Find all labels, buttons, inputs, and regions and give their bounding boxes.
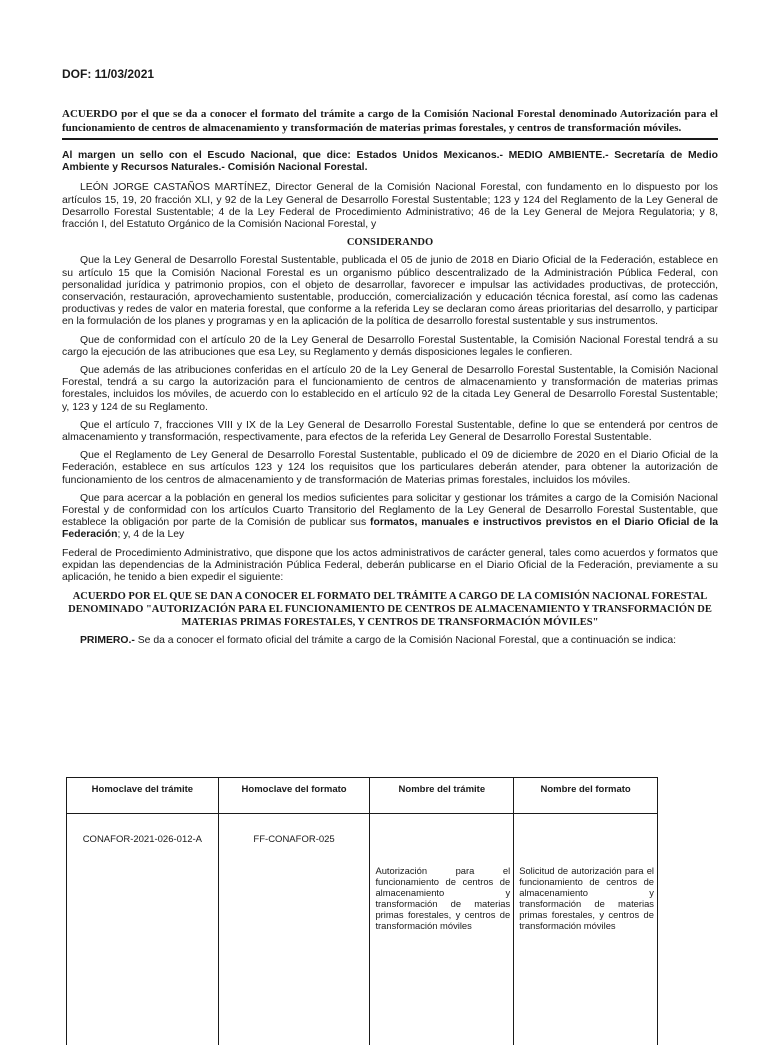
- medios-text-before: Que para acercar a la población en general los medios suficientes para solicitar y gestionar los trámites a cargo de la Comisión Nacional Forestal y de conformidad con los artículos Cuarto Transitorio del Reglamento de la Ley General de Desarrollo Forestal Sustentable, que establece la obligación por parte de la Comisión de publicar sus: [62, 493, 718, 528]
- table-header-cell: Homoclave del trámite: [67, 778, 219, 814]
- acuerdo-word: ACUERDO: [62, 108, 118, 120]
- margin-note: Al margen un sello con el Escudo Nacional, que dice: Estados Unidos Mexicanos.- MEDIO AMBIENTE.- Secretaría de Medio Ambiente y Recursos Naturales.- Comisión Nacional Forestal.: [62, 150, 718, 174]
- considerando-paragraph: Que de conformidad con el artículo 20 de la Ley General de Desarrollo Forestal Sustentable, la Comisión Nacional Forestal tendrá a su cargo la ejecución de las atribuciones que esa Ley, su Reglamento y demás disposiciones legales le confieren.: [62, 335, 718, 359]
- considerando-heading: CONSIDERANDO: [62, 237, 718, 249]
- considerando-paragraph: Que el Reglamento de Ley General de Desarrollo Forestal Sustentable, publicado el 09 de diciembre de 2020 en el Diario Oficial de la Federación, establece en sus artículos 123 y 124 los requisitos que los particulares deberán atender, para obtener la autorización de funcionamiento de los centros de almacenamiento y de transformación de Materias primas forestales, incluidos los móviles.: [62, 450, 718, 487]
- homoclave-tramite-cell: CONAFOR-2021-026-012-A: [67, 814, 219, 1045]
- table-row: [67, 814, 658, 1045]
- considerando-paragraph: Que la Ley General de Desarrollo Forestal Sustentable, publicada el 05 de junio de 2018 en Diario Oficial de la Federación, establece en su artículo 15 que la Comisión Nacional Forestal es un organismo público descentralizado de la Administración Pública Federal, con personalidad jurídica y patrimonio propios, con el objeto de desarrollar, favorecer e impulsar las actividades productivas, de protección, conservación, restauración, aprovechamiento sustentable, producción, comercialización y educación técnica forestal, así como las cadenas productivas y redes de valor en materia forestal, que conforme a la referida Ley se declaran como áreas prioritarias del desarrollo, y participar en la formulación de los planes y programas y en la aplicación de la política de desarrollo forestal sustentable y sus instrumentos.: [62, 255, 718, 328]
- primero-paragraph: [62, 635, 718, 647]
- medios-text-after: ; y, 4 de la Ley: [117, 529, 184, 540]
- considerando-paragraph: Que además de las atribuciones conferidas en el artículo 20 de la Ley General de Desarrollo Forestal Sustentable, la Comisión Nacional Forestal, tendrá a su cargo la autorización para el funcionamiento de centros de almacenamiento y transformación de materias primas forestales, incluidos los móviles, de acuerdo con lo establecido en el artículo 92 de la citada Ley General de Desarrollo Forestal Sustentable; y, 123 y 124 de su Reglamento.: [62, 365, 718, 414]
- tramite-table: [66, 777, 658, 1045]
- table-header-cell: Nombre del formato: [514, 778, 658, 814]
- document-body: [62, 150, 718, 654]
- table-header-cell: Nombre del trámite: [370, 778, 514, 814]
- homoclave-formato-cell: FF-CONAFOR-025: [218, 814, 370, 1045]
- considerando-paragraph: Que el artículo 7, fracciones VIII y IX de la Ley General de Desarrollo Forestal Sustentable, define lo que se entenderá por centros de almacenamiento y transformación, respectivamente, para efectos de la referida Ley General de Desarrollo Forestal Sustentable.: [62, 420, 718, 444]
- medios-text-bold: formatos, manuales e instructivos previstos en el Diario Oficial de la Federación: [62, 517, 718, 540]
- table-header-row: [67, 778, 658, 814]
- header-divider: [62, 138, 718, 140]
- document-header: [62, 107, 718, 135]
- federal-paragraph: Federal de Procedimiento Administrativo, que dispone que los actos administrativos de carácter general, tales como acuerdos y formatos que expidan las dependencias de la Administración Pública Federal, deberán publicarse en el Diario Oficial de la Federación, previamente a su aplicación, he tenido a bien expedir el siguiente:: [62, 548, 718, 585]
- header-title: por el que se da a conocer el formato del trámite a cargo de la Comisión Nacional Forestal denominado Autorización para el funcionamiento de centros de almacenamiento y transformación de materias primas forestales, y centros de transformación móviles.: [62, 108, 718, 134]
- primero-text: Se da a conocer el formato oficial del trámite a cargo de la Comisión Nacional Forestal, que a continuación se indica:: [135, 635, 676, 646]
- nombre-formato-cell: Solicitud de autorización para el funcionamiento de centros de almacenamiento y transformación de materias primas forestales, y centros de transformación móviles: [514, 814, 658, 1045]
- dof-date: DOF: 11/03/2021: [62, 67, 154, 81]
- nombre-tramite-cell: Autorización para el funcionamiento de centros de almacenamiento y transformación de materias primas forestales, y centros de transformación móviles: [370, 814, 514, 1045]
- table-header-cell: Homoclave del formato: [218, 778, 370, 814]
- considerando-paragraph-medios: [62, 493, 718, 542]
- primero-label: PRIMERO.-: [80, 635, 135, 646]
- acuerdo-title: ACUERDO POR EL QUE SE DAN A CONOCER EL FORMATO DEL TRÁMITE A CARGO DE LA COMISIÓN NACIONAL FORESTAL DENOMINADO "AUTORIZACIÓN PARA EL FUNCIONAMIENTO DE CENTROS DE ALMACENAMIENTO Y TRANSFORMACIÓN DE MATERIAS PRIMAS FORESTALES, Y CENTROS DE TRANSFORMACIÓN MÓVILES": [62, 590, 718, 629]
- intro-paragraph: LEÓN JORGE CASTAÑOS MARTÍNEZ, Director General de la Comisión Nacional Forestal, con fundamento en lo dispuesto por los artículos 15, 19, 20 fracción XLI, y 92 de la Ley General de Desarrollo Forestal Sustentable; 123 y 124 del Reglamento de la Ley General de Desarrollo Forestal Sustentable; 4 de la Ley Federal de Procedimiento Administrativo; 46 de la Ley General de Mejora Regulatoria; y 8, fracción I, del Estatuto Orgánico de la Comisión Nacional Forestal, y: [62, 182, 718, 231]
